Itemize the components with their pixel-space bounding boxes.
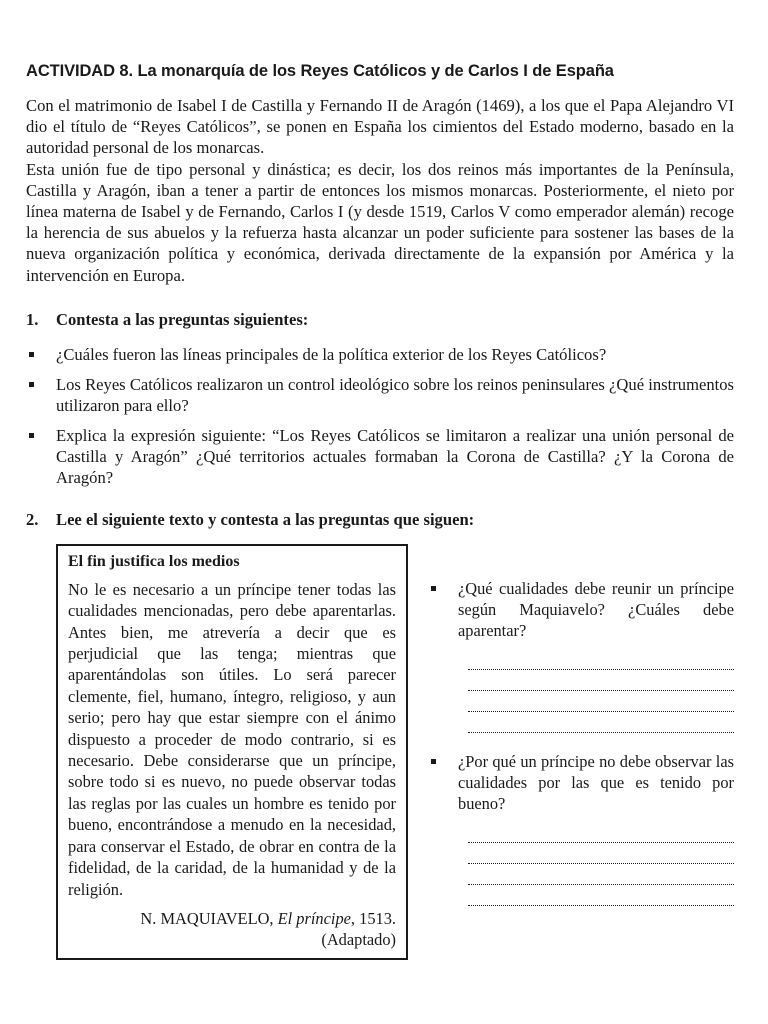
section-2-content [26, 544, 734, 960]
question-item [26, 425, 734, 488]
section-2-number: 2. [26, 509, 39, 529]
intro-text [26, 95, 734, 286]
question-text: Explica la expresión siguiente: “Los Reyes Católicos se limitaron a realizar una unión personal de Castilla y Aragón” ¿Qué territorios actuales formaban la Corona de Castilla? ¿Y la Corona de Aragón? [56, 425, 734, 487]
attribution-work: El príncipe [277, 908, 351, 928]
question-item [428, 751, 734, 814]
attribution-note: (Adaptado) [321, 929, 396, 949]
section-1-questions [26, 344, 734, 488]
question-item [428, 578, 734, 641]
activity-title: ACTIVIDAD 8. La monarquía de los Reyes Católicos y de Carlos I de España [26, 62, 614, 80]
bullet-icon [26, 374, 56, 416]
intro-paragraph-1: Con el matrimonio de Isabel I de Castilla y Fernando II de Aragón (1469), a los que el Papa Alejandro VI dio el título de “Reyes Católicos”, se ponen en España los cimientos del Estado moderno, basado en la autoridad personal de los monarcas. [26, 96, 734, 158]
answer-line[interactable] [468, 885, 734, 906]
question-text: ¿Qué cualidades debe reunir un príncipe según Maquiavelo? ¿Cuáles debe aparentar? [458, 578, 734, 640]
question-item [26, 374, 734, 416]
quote-box [56, 544, 408, 960]
bullet-icon [428, 578, 458, 641]
section-2-title: Lee el siguiente texto y contesta a las preguntas que siguen: [56, 509, 475, 529]
section-2-questions [428, 544, 734, 960]
section-1-number: 1. [26, 309, 39, 329]
bullet-icon [26, 344, 56, 365]
answer-lines[interactable] [468, 649, 734, 733]
quote-body: No le es necesario a un príncipe tener todas las cualidades mencionadas, pero debe aparentarlas. Antes bien, me atrevería a decir que es perjudicial que las tenga; mientras que aparentándolas son útiles. Lo será parecer clemente, fiel, humano, íntegro, religioso, y aun serio; pero hay que estar siempre con el ánimo dispuesto a proceder de modo contrario, si es necesario. Debe considerarse que un príncipe, sobre todo si es nuevo, no puede observar todas las reglas por las cuales un hombre es tenido por bueno, encontrándose a menudo en la necesidad, para conservar el Estado, de obrar en contra de la fidelidad, de la caridad, de la humanidad y de la religión. [68, 579, 396, 899]
answer-line[interactable] [468, 670, 734, 691]
bullet-icon [428, 751, 458, 814]
attribution-author: N. MAQUIAVELO, [140, 908, 278, 928]
answer-lines[interactable] [468, 822, 734, 906]
section-1-title: Contesta a las preguntas siguientes: [56, 309, 309, 329]
question-text: Los Reyes Católicos realizaron un control ideológico sobre los reinos peninsulares ¿Qué instrumentos utilizaron para ello? [56, 374, 734, 415]
bullet-icon [26, 425, 56, 488]
answer-line[interactable] [468, 649, 734, 670]
question-item [26, 344, 734, 365]
section-2-heading [26, 510, 734, 530]
answer-line[interactable] [468, 843, 734, 864]
answer-line[interactable] [468, 864, 734, 885]
answer-line[interactable] [468, 822, 734, 843]
answer-line[interactable] [468, 712, 734, 733]
attribution-year: , 1513. [350, 908, 396, 928]
intro-paragraph-2: Esta unión fue de tipo personal y dinástica; es decir, los dos reinos más importantes de la Península, Castilla y Aragón, iban a tener a partir de entonces los mismos monarcas. Posteriormente, el nieto por línea materna de Isabel y de Fernando, Carlos I (y desde 1519, Carlos V como emperador alemán) recoge la herencia de sus abuelos y la refuerza hasta alcanzar un poder suficiente para sostener las bases de la nueva organización política y económica, derivada directamente de la expansión por América y la intervención en Europa. [26, 159, 734, 285]
quote-title: El fin justifica los medios [68, 552, 240, 570]
section-1-heading [26, 310, 734, 330]
question-text: ¿Por qué un príncipe no debe observar las cualidades por las que es tenido por bueno? [458, 751, 734, 813]
answer-line[interactable] [468, 691, 734, 712]
worksheet-page [26, 62, 734, 960]
question-text: ¿Cuáles fueron las líneas principales de la política exterior de los Reyes Católicos? [56, 344, 607, 364]
quote-attribution [68, 908, 396, 950]
